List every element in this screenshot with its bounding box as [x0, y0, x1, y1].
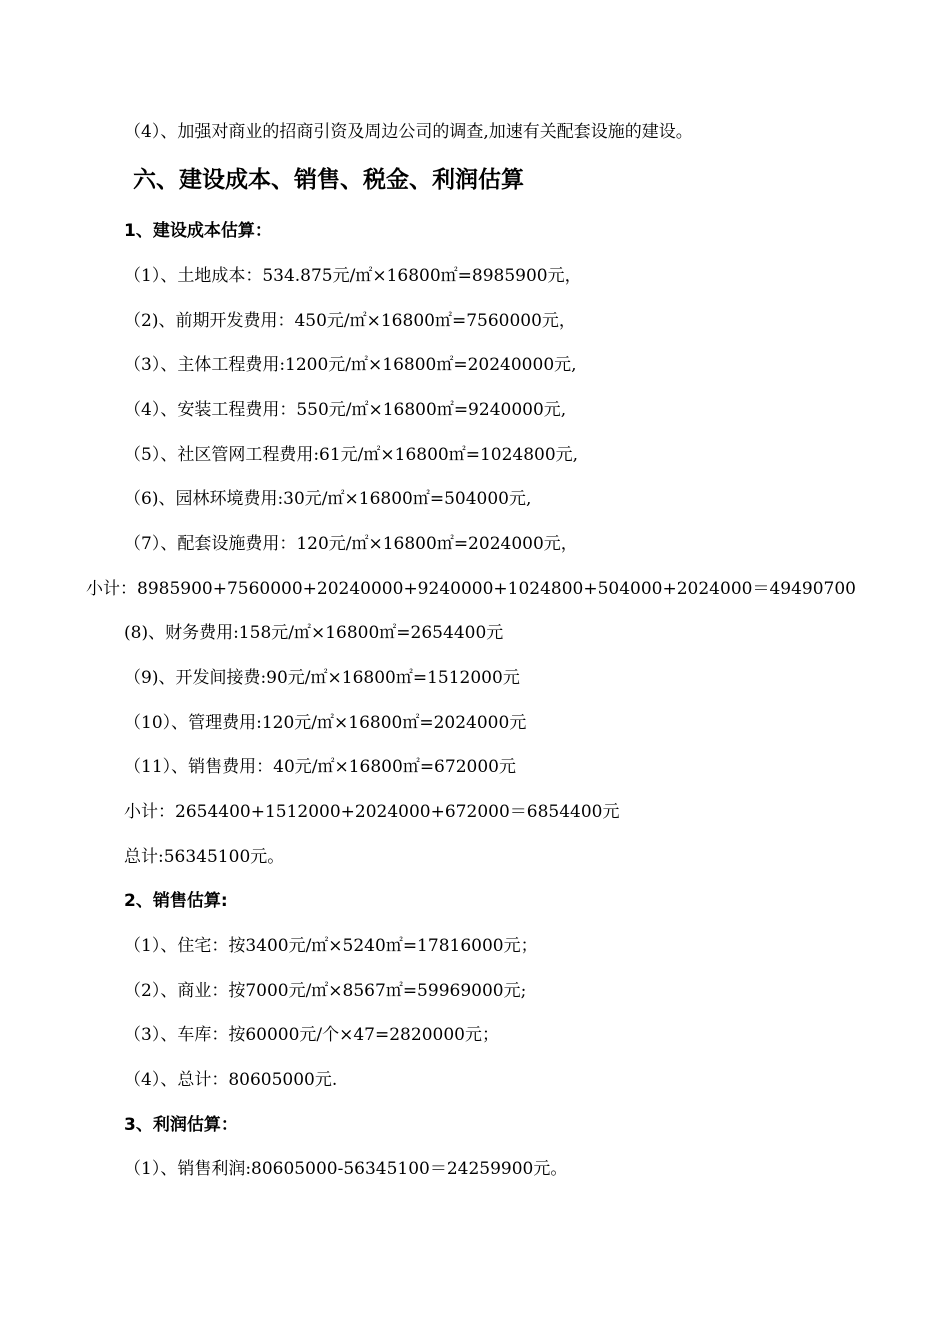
section-title: 六、建设成本、销售、税金、利润估算 [133, 167, 524, 193]
cost-item-10: （10）、管理费用:120元/㎡×16800㎡=2024000元 [124, 713, 527, 733]
cost-item-6: （6)、园林环境费用:30元/㎡×16800㎡=504000元, [124, 489, 532, 509]
cost-item-2: （2)、前期开发费用：450元/㎡×16800㎡=7560000元， [124, 311, 576, 331]
cost-item-1: （1）、土地成本：534.875元/㎡×16800㎡=8985900元， [124, 266, 582, 286]
grand-total: 总计:56345100元。 [124, 847, 285, 867]
sales-item-2: （2）、商业：按7000元/㎡×8567㎡=59969000元; [124, 981, 527, 1001]
profit-heading: 3、利润估算： [124, 1115, 238, 1135]
cost-item-5: （5）、社区管网工程费用:61元/㎡×16800㎡=1024800元, [124, 445, 579, 465]
cost-item-8: (8)、财务费用:158元/㎡×16800㎡=2654400元 [124, 623, 504, 643]
construction-cost-heading: 1、建设成本估算： [124, 221, 272, 241]
cost-item-9: （9)、开发间接费:90元/㎡×16800㎡=1512000元 [124, 668, 520, 688]
sales-item-3: （3）、车库：按60000元/个×47=2820000元； [124, 1025, 499, 1045]
cost-item-11: （11）、销售费用：40元/㎡×16800㎡=672000元 [124, 757, 516, 777]
cost-item-4: （4）、安装工程费用：550元/㎡×16800㎡=9240000元, [124, 400, 567, 420]
sales-heading: 2、销售估算: [124, 891, 228, 911]
profit-item-1: （1）、销售利润:80605000-56345100＝24259900元。 [124, 1159, 568, 1179]
cost-item-3: （3）、主体工程费用:1200元/㎡×16800㎡=20240000元, [124, 355, 577, 375]
subtotal-1: 小计：8985900+7560000+20240000+9240000+1024800+504000+2024000＝49490700 [86, 579, 856, 599]
intro-item-4: （4）、加强对商业的招商引资及周边公司的调查,加速有关配套设施的建设。 [124, 122, 693, 142]
cost-item-7: （7）、配套设施费用：120元/㎡×16800㎡=2024000元， [124, 534, 578, 554]
sales-item-4: （4）、总计：80605000元. [124, 1070, 338, 1090]
subtotal-2: 小计：2654400+1512000+2024000+672000＝6854400元 [124, 802, 620, 822]
sales-item-1: （1）、住宅：按3400元/㎡×5240㎡=17816000元； [124, 936, 538, 956]
